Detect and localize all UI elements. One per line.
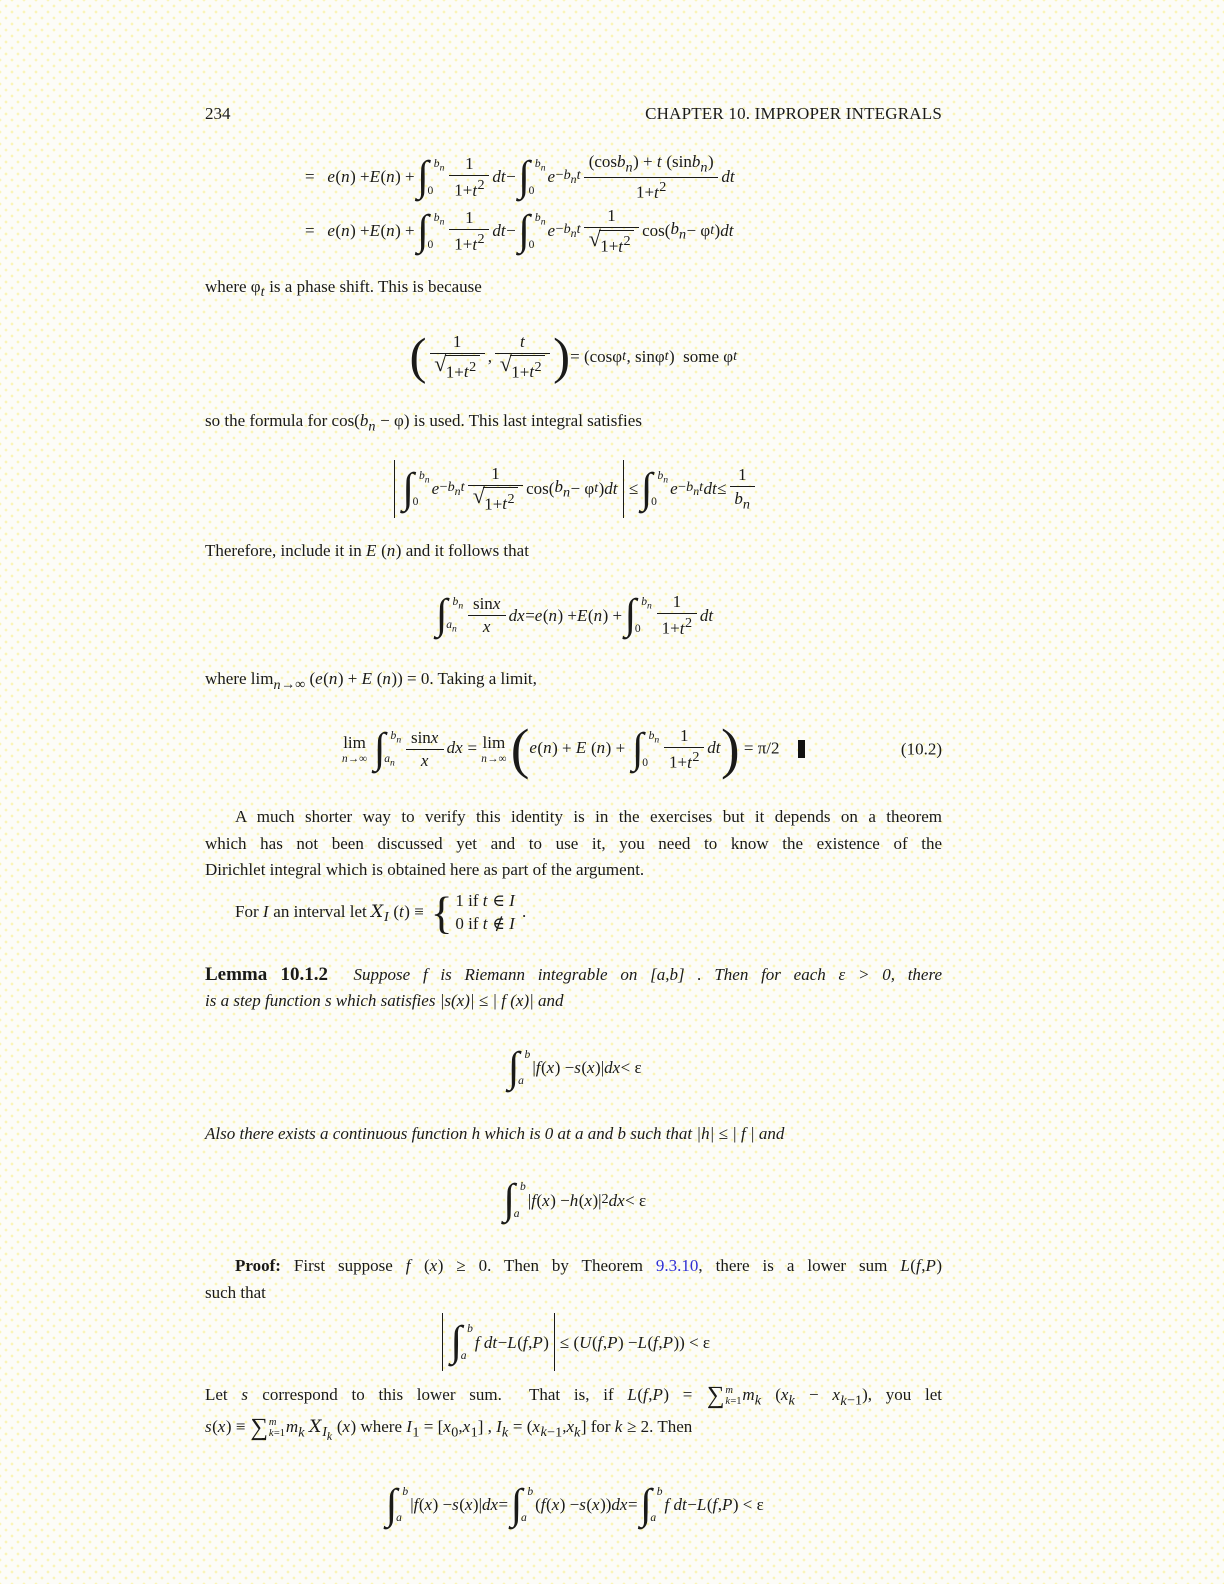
equation-align-line-2: = e ( n ) + E ( n ) + ∫ $b_n$ 0 1 $1+t^2$ dt − ∫ $b_n$ 0 e $-b_nt$ 1 √ $1+t^2$ cos( $b_n$ − φ t ) dt [305,205,734,256]
equation-limit: lim n→∞ ∫ $b_n$ $a_n$ $\frac{\sin x}{x}$ dx = lim n→∞ (e(n) + E (n) + ∫ $b_n$ 0 $\frac{1}{1+t^2}$ dt) = π/2 [342,726,805,773]
paragraph-formula: so the formula for $\cos(b_n - \varphi)$ is used. This last integral satisfies [205,410,642,435]
paragraph-phase-shift: where $\varphi_t$ is a phase shift. This is because [205,277,482,301]
page [205,104,942,1548]
paragraph-shorter-line-1: A much shorter way to verify this identity is in the exercises but it depends on a theorem [235,807,942,827]
lemma-line-2: is a step function s which satisfies |s(x)| ≤ | f (x)| and [205,991,564,1011]
theorem-link[interactable]: 9.3.10 [655,1256,699,1276]
page-number: 234 [205,104,231,123]
paragraph-interval-indicator [205,886,942,940]
paragraph-therefore: Therefore, include it in E (n) and it follows that [205,540,529,560]
interval-definition: For I an interval let $X_I$ (t) ≡ { 1 if t ∈ I 0 if t ∉ I . [235,887,527,939]
chapter-header: CHAPTER 10. IMPROPER INTEGRALS [645,104,942,123]
equation-limit-row [205,706,942,792]
paragraph-lets-line-2: s(x) ≡ ∑ m k=1 $m_k$ $X_{I_k}$ (x) where $I_1 = [x_0,x_1]$ , $I_k = (x_{k-1},x_k]$ for k ≥ 2. Then [205,1414,693,1444]
paragraph-taking-limit: where $\lim_{n\to\infty} (e(n) + E$ (n)) = 0. Taking a limit, [205,669,537,693]
paragraph-shorter-line-2: which has not been discussed yet and to use it, you need to know the existence of the [205,833,942,853]
equation-number: (10.2) [900,739,942,759]
equation-continuous: ∫ b a | f ( x ) − h ( x )| 2 dx < ε [503,1176,647,1224]
page-header [205,104,942,124]
proof-line-1 [205,1253,942,1280]
paragraph-lets-line-1: Let s correspond to this lower sum. That is, if L(f,P) = ∑ m k=1 $m_k$ $(x_k - x_{k-1})$, you let [205,1382,943,1410]
proof-text-post: , there is a lower sum L(f,P) [698,1256,942,1276]
proof-label: Proof: [235,1256,281,1276]
equation-align-line-1: = e ( n ) + E ( n ) + ∫ $b_n$ 0 1 $1+t^2$ dt − ∫ $b_n$ 0 e $-b_nt$ (cosb$_n$) + t (sinb$_n$) $1+t^2$ dt [305,151,735,202]
equation-final: ∫ b a | f ( x ) − s ( x )| dx = ∫ b a ( f ( x ) − s ( x )) dx = ∫ b a f dt − L ( f , P ) < ε [385,1480,764,1528]
equation-step-function: ∫ b a | f ( x ) − s ( x )| dx < ε [507,1043,642,1091]
paragraph-also: Also there exists a continuous function h which is 0 at a and b such that |h| ≤ | f | and [205,1123,785,1143]
equation-sinx: ∫ $b_n$ $a_n$ sinx x dx = e ( n ) + E ( n ) + ∫ $b_n$ 0 1 $1+t^2$ dt [435,591,714,639]
lemma-text-1: Suppose f is Riemann integrable on [a,b] . Then for each ε > 0, there [353,964,942,984]
paragraph-shorter-line-3: Dirichlet integral which is obtained here as part of the argument. [205,860,645,880]
proof-text-pre: First suppose f (x) ≥ 0. Then by Theorem [280,1256,656,1276]
equation-phase: ( 1 √ $1+t^2$ , t √ $1+t^2$ ) = (cosφ t , sinφ t ) some φ t [409,328,738,385]
lemma-label: Lemma 10.1.2 [205,963,329,985]
proof-line-2: such that [205,1282,266,1302]
lemma-line-1 [205,962,942,989]
equation-bound: ∫ $b_n$ 0 e $-b_nt$ 1 √ $1+t^2$ cos( $b_n$ − φ t ) dt ≤ ∫ $b_n$ 0 e $-b_nt$ dt ≤ 1 $b_n$ [205,446,942,532]
equation-lower-sum: ∫ b a f dt − L ( f , P ) ≤ ( U ( f , P ) − L ( f , P )) < ε [205,1306,942,1378]
